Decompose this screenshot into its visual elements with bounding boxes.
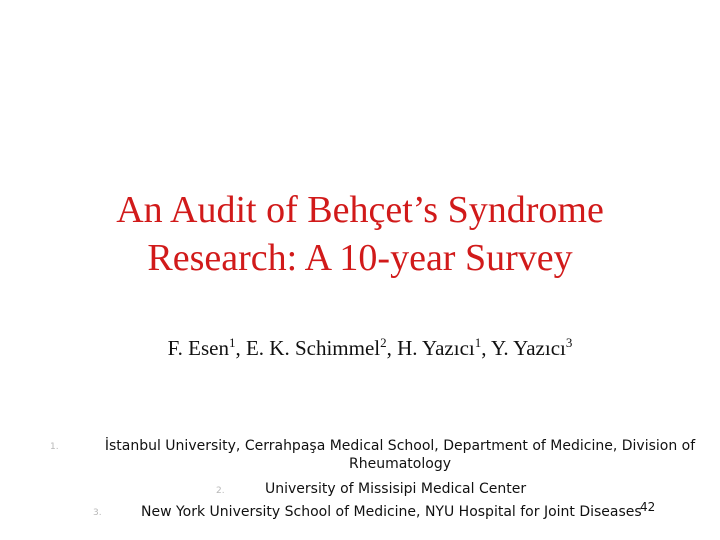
author-affiliation-mark: 1 (228, 335, 236, 350)
author-separator: , (386, 336, 398, 360)
slide-title (0, 186, 720, 282)
author-affiliation-mark: 3 (565, 335, 573, 350)
author-separator: , (481, 336, 491, 360)
author-affiliation-mark: 2 (380, 335, 387, 350)
author-name: E. K. Schimmel (245, 336, 381, 360)
author-list (0, 334, 720, 362)
slide-number: 42 (640, 500, 656, 514)
affiliation-number: 3. (93, 508, 102, 518)
affiliation-3: New York University School of Medicine, NYU Hospital for Joint Diseases (141, 504, 642, 520)
affiliation-number: 1. (50, 442, 59, 452)
author-separator: , (235, 336, 246, 360)
author-name: H. Yazıcı (397, 336, 475, 360)
title-line-2: Research: A 10-year Survey (147, 237, 573, 279)
title-line-1: An Audit of Behçet’s Syndrome (116, 189, 604, 231)
author-affiliation-mark: 1 (474, 335, 482, 350)
affiliation-1-line-2: Rheumatology (349, 456, 451, 472)
affiliation-2: University of Missisipi Medical Center (265, 481, 527, 497)
affiliation-1-line-1: İstanbul University, Cerrahpaşa Medical School, Department of Medicine, Division of (104, 438, 696, 454)
affiliation-1 (100, 437, 700, 473)
affiliation-number: 2. (216, 486, 225, 496)
author-name: F. Esen (167, 336, 229, 360)
author-name: Y. Yazıcı (490, 336, 566, 360)
